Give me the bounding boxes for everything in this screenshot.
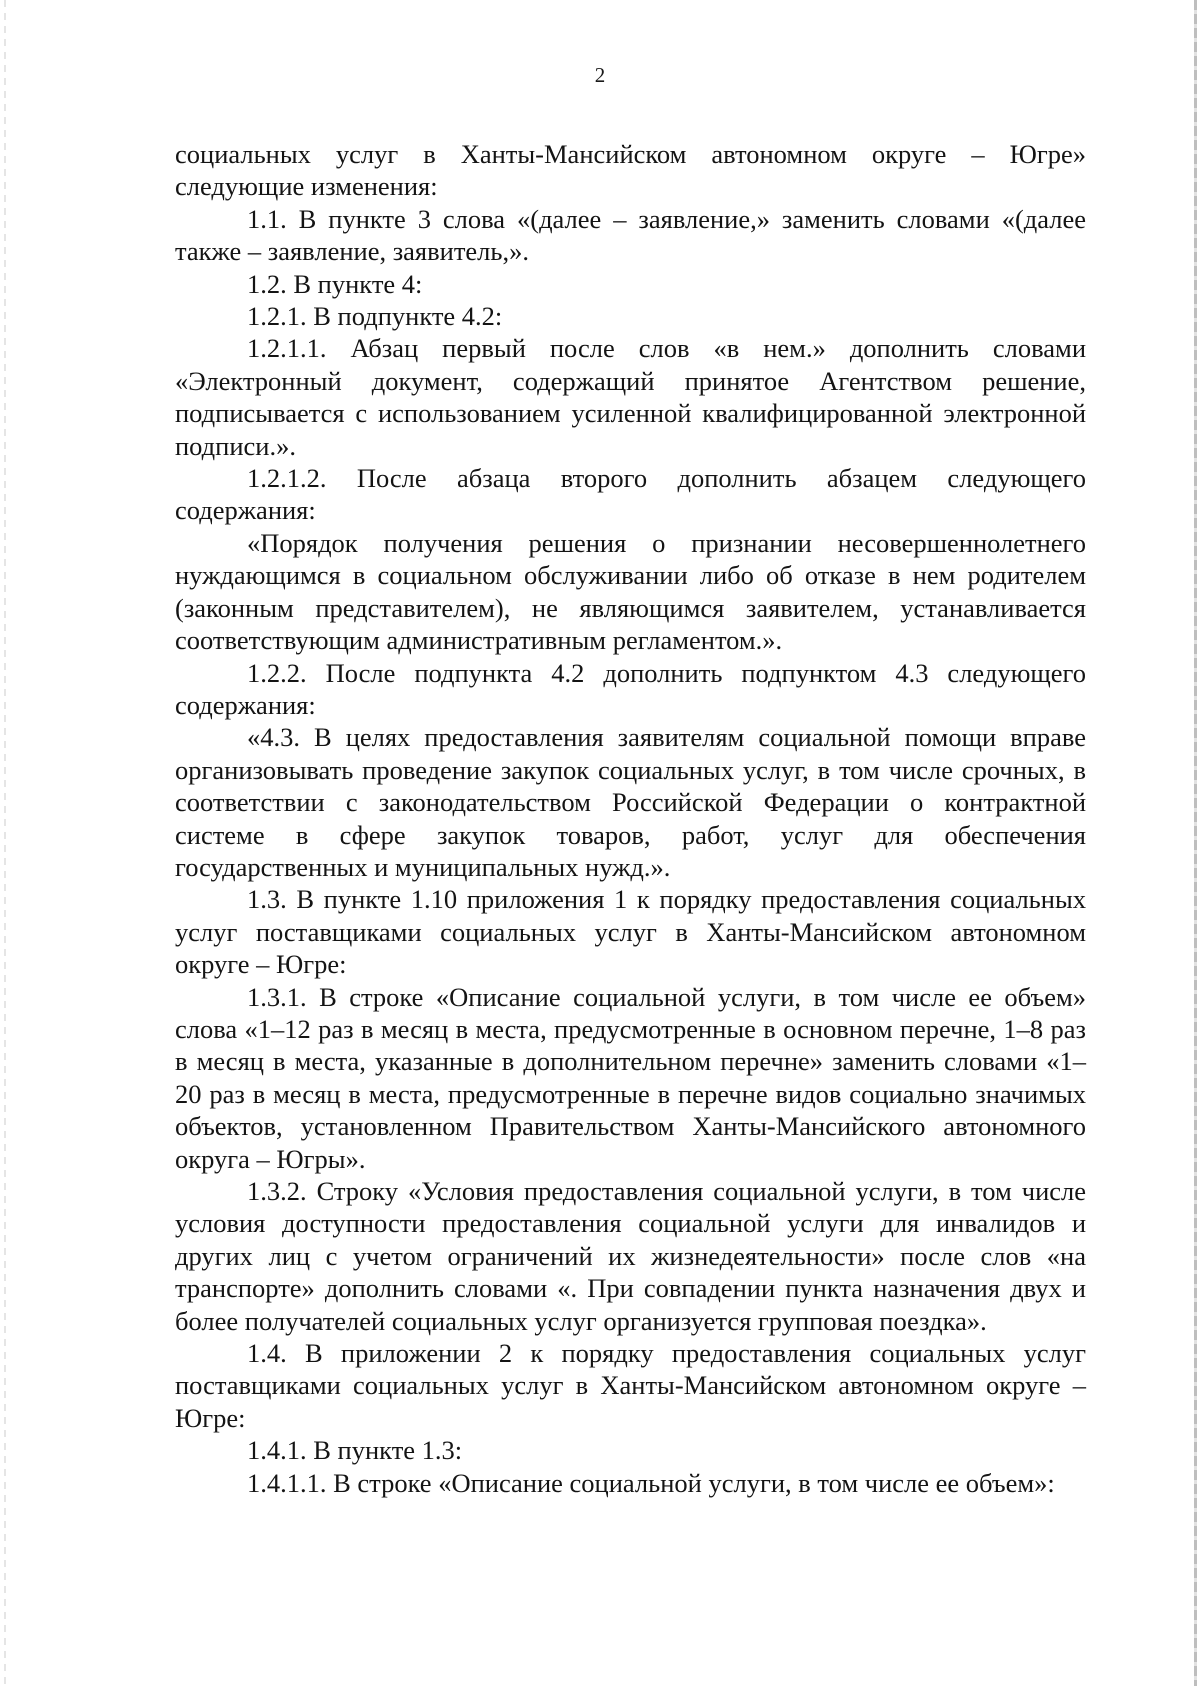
paragraph-1-4-1-1: 1.4.1.1. В строке «Описание социальной услуги, в том числе ее объем»: [247, 1467, 1055, 1498]
scan-edge-right [1194, 0, 1197, 1686]
paragraph-quoted-order: «Порядок получения решения о признании несовершеннолетнего нуждающимся в социальном обслуживании либо об отказе в нем родителем (законным представителем), не являющимся заявителем, устанавливается соответствующим административным регламентом.». [175, 527, 1086, 656]
scan-edge-left [4, 0, 6, 1686]
paragraph-1-2-1: 1.2.1. В подпункте 4.2: [247, 301, 503, 332]
paragraph-1-2-1-2: 1.2.1.2. После абзаца второго дополнить абзацем следующего содержания: [175, 463, 1086, 526]
paragraph-1-2: 1.2. В пункте 4: [247, 268, 423, 299]
paragraph-1-3-1: 1.3.1. В строке «Описание социальной услуги, в том числе ее объем» слова «1–12 раз в месяц в места, предусмотренные в основном перечне, 1–8 раз в месяц в места, указанные в дополнительном перечне» заменить словами «1–20 раз в месяц в места, предусмотренные в перечне видов социально значимых объектов, установленном Правительством Ханты-Мансийского автономного округа – Югры». [175, 981, 1086, 1174]
paragraph-1-2-1-1: 1.2.1.1. Абзац первый после слов «в нем.» дополнить словами «Электронный документ, содержащий принятое Агентством решение, подписывается с использованием усиленной квалифицированной электронной подписи.». [175, 333, 1086, 461]
paragraph-1-1: 1.1. В пункте 3 слова «(далее – заявление,» заменить словами «(далее также – заявление, заявитель,». [175, 203, 1086, 267]
paragraph-1-3-2: 1.3.2. Строку «Условия предоставления социальной услуги, в том числе условия доступности предоставления социальной услуги для инвалидов и других лиц с учетом ограничений их жизнедеятельности» после слов «на транспорте» дополнить словами «. При совпадении пункта назначения двух и более получателей социальных услуг организуется групповая поездка». [175, 1176, 1086, 1336]
paragraph-quoted-4-3: «4.3. В целях предоставления заявителям социальной помощи вправе организовывать проведение закупок социальных услуг, в том числе срочных, в соответствии с законодательством Российской Федерации о контрактной системе в сфере закупок товаров, работ, услуг для обеспечения государственных и муниципальных нужд.». [175, 722, 1086, 882]
paragraph-1-3: 1.3. В пункте 1.10 приложения 1 к порядку предоставления социальных услуг поставщиками социальных услуг в Ханты-Мансийском автономном округе – Югре: [175, 884, 1086, 980]
page-number: 2 [594, 63, 606, 87]
paragraph-1-2-2: 1.2.2. После подпункта 4.2 дополнить подпунктом 4.3 следующего содержания: [175, 657, 1086, 720]
paragraph-1-4-1: 1.4.1. В пункте 1.3: [247, 1435, 463, 1466]
paragraph-intro-continuation: социальных услуг в Ханты-Мансийском автономном округе – Югре» следующие изменения: [175, 139, 1086, 202]
paragraph-1-4: 1.4. В приложении 2 к порядку предоставления социальных услуг поставщиками социальных услуг в Ханты-Мансийском автономном округе – Югре: [175, 1338, 1086, 1433]
document-body [175, 138, 1086, 1499]
